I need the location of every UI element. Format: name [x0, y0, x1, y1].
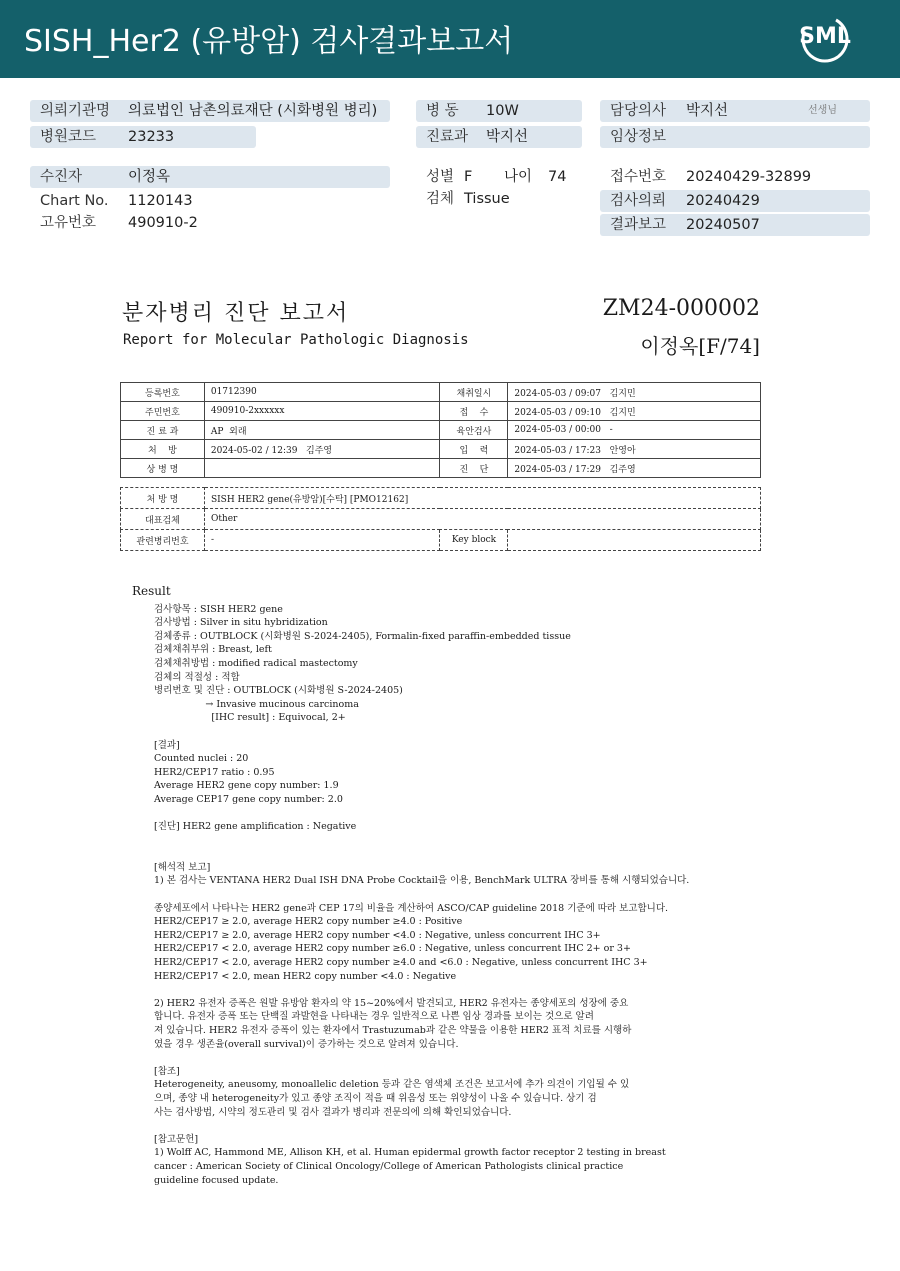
header-bar — [0, 0, 900, 78]
doctor-value: 박지선 — [686, 103, 729, 119]
table-value-cell: 2024-05-02 / 12:39 김주영 — [204, 440, 440, 459]
report-title-ko: 분자병리 진단 보고서 — [122, 301, 350, 326]
key-block-value — [508, 530, 761, 551]
result-line — [132, 834, 772, 848]
sex-label: 성별 — [426, 169, 455, 185]
chart-value: 1120143 — [128, 193, 193, 209]
table-row — [121, 488, 761, 509]
result-line — [132, 1119, 772, 1133]
result-line: HER2/CEP17 ≥ 2.0, average HER2 copy number ≥4.0 : Positive — [154, 916, 463, 928]
result-line: HER2/CEP17 < 2.0, average HER2 copy number ≥4.0 and <6.0 : Negative, unless concurrent IHC 3+ — [154, 957, 648, 969]
related-path-label: 관련병리번호 — [121, 530, 205, 551]
chart-label: Chart No. — [40, 193, 109, 209]
table-row — [121, 459, 761, 478]
report-title-en: Report for Molecular Pathologic Diagnosis — [123, 332, 469, 348]
receipt-value: 20240429-32899 — [686, 169, 812, 185]
result-line: 져 있습니다. HER2 유전자 증폭이 있는 환자에서 Trastuzumab과 같은 약물을 이용한 HER2 표적 치료를 시행하 — [154, 1025, 632, 1036]
request-value: 20240429 — [686, 193, 760, 209]
result-line: 검체채취부위 : Breast, left — [154, 644, 272, 656]
result-line: [IHC result] : Equivocal, 2+ — [154, 712, 346, 724]
result-line: HER2/CEP17 ratio : 0.95 — [154, 766, 275, 778]
table-value-cell: 2024-05-03 / 17:29 김주영 — [508, 459, 761, 478]
age-label: 나이 — [504, 169, 533, 185]
doctor-label: 담당의사 — [610, 103, 667, 119]
result-line: 검사방법 : Silver in situ hybridization — [154, 617, 328, 629]
unique-label: 고유번호 — [40, 215, 97, 231]
result-line: 합니다. 유전자 증폭 또는 단백질 과발현을 나타내는 경우 일반적으로 나쁜 임상 경과를 보이는 것으로 알려 — [154, 1011, 594, 1023]
unique-field — [30, 212, 390, 234]
result-line: 검체종류 : OUTBLOCK (시화병원 S-2024-2405), Formalin-fixed paraffin-embedded tissue — [154, 630, 571, 642]
doctor-field — [600, 100, 870, 122]
result-title: Result — [132, 584, 171, 598]
specimen-field — [416, 188, 586, 210]
table-label-cell: 접 수 — [440, 402, 508, 421]
key-block-label: Key block — [440, 530, 508, 551]
table-value-cell: 2024-05-03 / 09:07 김지민 — [508, 383, 761, 402]
table-label-cell: 처 방 — [121, 440, 205, 459]
result-line: [참고문헌] — [154, 1133, 199, 1145]
related-path-value: - — [204, 530, 440, 551]
table-value-cell: AP 외래 — [204, 421, 440, 440]
table-label-cell: 상 병 명 — [121, 459, 205, 478]
result-line: Average CEP17 gene copy number: 2.0 — [154, 793, 343, 805]
request-label: 검사의뢰 — [610, 193, 667, 209]
patient-value: 이정옥 — [128, 169, 171, 185]
result-line — [132, 725, 772, 739]
table-row — [121, 530, 761, 551]
result-line: Average HER2 gene copy number: 1.9 — [154, 780, 339, 792]
ward-value: 10W — [486, 103, 519, 119]
table-label-cell: 육안검사 — [440, 421, 508, 440]
hospital-code-value: 23233 — [128, 129, 175, 145]
table-label-cell: 채취일시 — [440, 383, 508, 402]
result-line — [132, 983, 772, 997]
table-row — [121, 421, 761, 440]
rep-specimen-value: Other — [204, 509, 760, 530]
institution-value: 의료법인 남촌의료재단 (시화병원 병리) — [128, 103, 378, 119]
age-value: 74 — [548, 169, 567, 185]
logo-text: SML — [799, 24, 851, 49]
table-label-cell: 등록번호 — [121, 383, 205, 402]
report-code: ZM24-000002 — [602, 296, 760, 321]
result-line: [참조] — [154, 1065, 180, 1077]
result-line: 종양세포에서 나타나는 HER2 gene과 CEP 17의 비율을 계산하여 ASCO/CAP guideline 2018 기준에 따라 보고합니다. — [154, 902, 669, 914]
result-line: Heterogeneity, aneusomy, monoallelic deletion 등과 같은 염색체 조건은 보고서에 추가 의견이 기입될 수 있 — [154, 1079, 630, 1091]
hospital-code-label: 병원코드 — [40, 129, 97, 145]
result-body — [132, 603, 772, 1188]
table-label-cell: 입 력 — [440, 440, 508, 459]
rep-specimen-label: 대표검체 — [121, 509, 205, 530]
result-line: 1) Wolff AC, Hammond ME, Allison KH, et al. Human epidermal growth factor receptor 2 testing in breast — [154, 1147, 666, 1159]
result-line: 1) 본 검사는 VENTANA HER2 Dual ISH DNA Probe Cocktail을 이용, BenchMark ULTRA 장비를 통해 시행되었습니다. — [154, 875, 690, 887]
specimen-value: Tissue — [464, 191, 510, 207]
dept-label: 진료과 — [426, 129, 469, 145]
result-line — [132, 807, 772, 821]
specimen-label: 검체 — [426, 191, 455, 207]
report-label: 결과보고 — [610, 217, 667, 233]
sml-logo — [796, 14, 854, 64]
receipt-field — [600, 166, 870, 188]
result-line: 검체채취방법 : modified radical mastectomy — [154, 657, 358, 669]
patient-label: 수진자 — [40, 169, 83, 185]
page-title: SISH_Her2 (유방암) 검사결과보고서 — [24, 24, 514, 59]
institution-field — [30, 100, 390, 122]
result-line — [132, 847, 772, 861]
result-line: 병리번호 및 진단 : OUTBLOCK (시화병원 S-2024-2405) — [154, 685, 403, 697]
result-line: 검사항목 : SISH HER2 gene — [154, 603, 283, 615]
patient-field — [30, 166, 390, 188]
institution-label: 의뢰기관명 — [40, 103, 111, 119]
result-line: HER2/CEP17 < 2.0, average HER2 copy number ≥6.0 : Negative, unless concurrent IHC 2+ or 3+ — [154, 943, 631, 955]
table-row — [121, 509, 761, 530]
clinical-field — [600, 126, 870, 148]
clinical-label: 임상정보 — [610, 129, 667, 145]
result-line: HER2/CEP17 ≥ 2.0, average HER2 copy number <4.0 : Negative, unless concurrent IHC 3+ — [154, 929, 601, 941]
table-value-cell: 01712390 — [204, 383, 440, 402]
result-line: → Invasive mucinous carcinoma — [154, 698, 359, 710]
table-row — [121, 383, 761, 402]
request-field — [600, 190, 870, 212]
result-line: [해석적 보고] — [154, 861, 211, 873]
result-line: [진단] HER2 gene amplification : Negative — [154, 821, 357, 833]
receipt-label: 접수번호 — [610, 169, 667, 185]
result-line: guideline focused update. — [154, 1174, 279, 1186]
table-label-cell: 주민번호 — [121, 402, 205, 421]
result-line: Counted nuclei : 20 — [154, 753, 249, 765]
result-line: 였을 경우 생존율(overall survival)이 증가하는 것으로 알려져 있습니다. — [154, 1038, 459, 1050]
doctor-suffix: 선생님 — [808, 105, 837, 116]
result-line: cancer : American Society of Clinical Oncology/College of American Pathologists clinical practice — [154, 1160, 624, 1172]
unique-value: 490910-2 — [128, 215, 198, 231]
table-label-cell: 진 단 — [440, 459, 508, 478]
result-line: 사는 검사방법, 시약의 정도관리 및 검사 결과가 병리과 전문의에 의해 확인되었습니다. — [154, 1106, 512, 1118]
result-line: 검체의 적절성 : 적합 — [154, 671, 240, 683]
rx-label: 처 방 명 — [121, 488, 205, 509]
registration-table — [120, 382, 761, 478]
dept-field — [416, 126, 582, 148]
result-line: HER2/CEP17 < 2.0, mean HER2 copy number <4.0 : Negative — [154, 970, 457, 982]
table-row — [121, 440, 761, 459]
result-line — [132, 888, 772, 902]
result-line: 으며, 종양 내 heterogeneity가 있고 종양 조직이 적을 때 위음성 또는 위양성이 나올 수 있습니다. 상기 검 — [154, 1092, 597, 1104]
result-line: 2) HER2 유전자 증폭은 원발 유방암 환자의 약 15~20%에서 발견되고, HER2 유전자는 종양세포의 성장에 중요 — [154, 997, 629, 1009]
table-label-cell: 진 료 과 — [121, 421, 205, 440]
result-line — [132, 1051, 772, 1065]
table-value-cell: 490910-2xxxxxx — [204, 402, 440, 421]
rx-value: SISH HER2 gene(유방암)[수탁] [PMO12162] — [204, 488, 760, 509]
dept-value: 박지선 — [486, 129, 529, 145]
result-section — [132, 585, 772, 1187]
table-value-cell — [204, 459, 440, 478]
prescription-table — [120, 487, 761, 551]
ward-field — [416, 100, 582, 122]
hospital-code-field — [30, 126, 256, 148]
table-row — [121, 402, 761, 421]
table-value-cell: 2024-05-03 / 17:23 안영아 — [508, 440, 761, 459]
table-value-cell: 2024-05-03 / 09:10 김지민 — [508, 402, 761, 421]
sex-value: F — [464, 169, 473, 185]
report-field — [600, 214, 870, 236]
table-value-cell: 2024-05-03 / 00:00 - — [508, 421, 761, 440]
chart-field — [30, 190, 390, 212]
report-patient: 이정옥[F/74] — [640, 334, 760, 358]
result-line: [결과] — [154, 739, 180, 751]
ward-label: 병 동 — [426, 103, 459, 119]
sex-age-field — [416, 166, 586, 188]
report-value: 20240507 — [686, 217, 760, 233]
